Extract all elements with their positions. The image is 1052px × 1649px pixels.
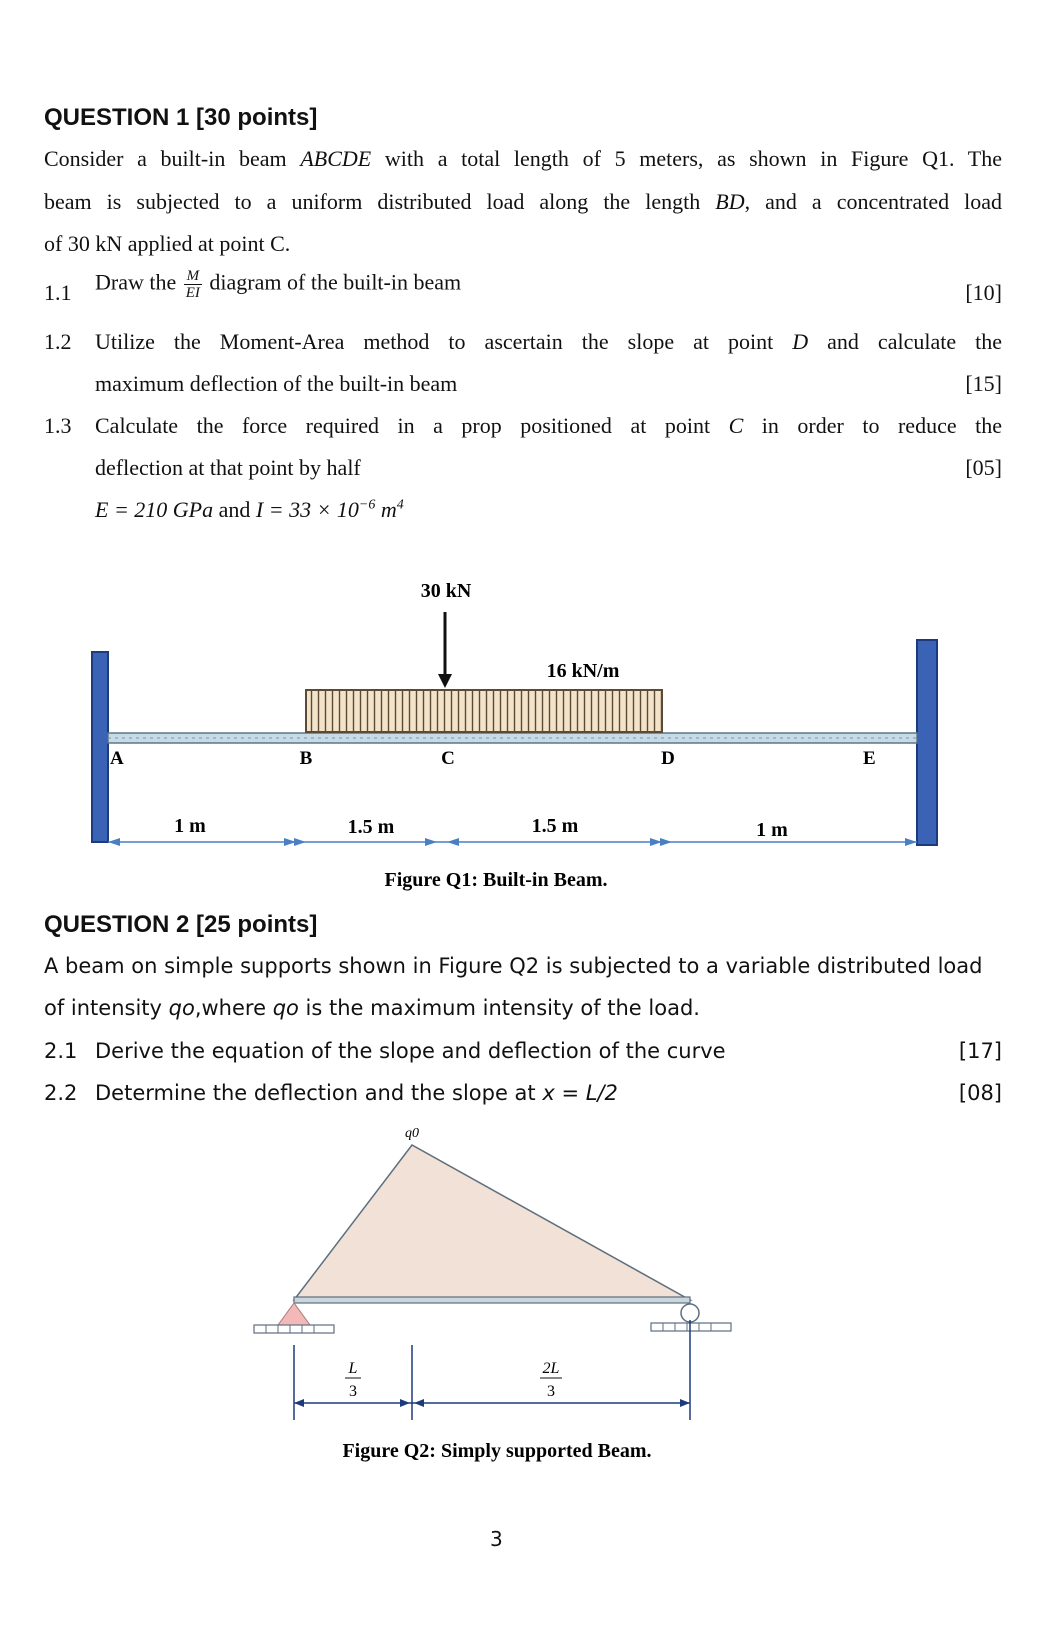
span-bc-label: 1.5 m	[347, 816, 395, 838]
point-b-label: B	[299, 748, 313, 769]
item-1-3-marks: [05]	[965, 455, 1002, 480]
fixed-support-e	[917, 640, 937, 845]
item-2-1-marks: [17]	[958, 1039, 1002, 1063]
item-1-1-text: Draw the $\frac{M}{EI}$ diagram of the built-in beam	[95, 268, 462, 301]
page-number: 3	[490, 1527, 503, 1551]
question-1-heading: QUESTION 1 [30 points]	[44, 104, 318, 131]
item-1-3-number: 1.3	[44, 413, 72, 438]
figure-q1-built-in-beam	[0, 570, 1052, 910]
q2-intro-line-2: of intensity qo,where qo is the maximum intensity of the load.	[44, 996, 700, 1020]
item-2-2-text: Determine the deflection and the slope at x = L/2	[95, 1081, 618, 1105]
q1-intro-line-1: Consider a built-in beam ABCDE with a total length of 5 meters, as shown in Figure Q1. The	[44, 146, 1002, 171]
figure-q2-caption: Figure Q2: Simply supported Beam.	[342, 1440, 652, 1462]
triangular-distributed-load	[294, 1145, 690, 1300]
pin-support	[278, 1303, 310, 1325]
peak-intensity-label: q0	[405, 1126, 419, 1141]
item-1-3-line-2: deflection at that point by half	[95, 455, 361, 480]
item-1-2-marks: [15]	[965, 371, 1002, 396]
span-2-denominator: 3	[547, 1383, 555, 1400]
span-de-label: 1 m	[756, 819, 788, 841]
item-1-3-line-1: Calculate the force required in a prop positioned at point C in order to reduce the	[95, 413, 1002, 438]
material-constants: E = 210 GPa and $I = 33 \times 10^{-6}$ $m^4$	[95, 497, 404, 522]
udl-label: 16 kN/m	[546, 660, 620, 682]
item-2-1-text: Derive the equation of the slope and deflection of the curve	[95, 1039, 726, 1063]
span-ab-label: 1 m	[174, 815, 206, 837]
span-2-numerator: 2L	[542, 1360, 560, 1377]
span-cd-label: 1.5 m	[531, 815, 579, 837]
point-a-label: A	[110, 748, 124, 769]
item-1-2-line-1: Utilize the Moment-Area method to ascertain the slope at point D and calculate the	[95, 329, 1002, 354]
uniform-distributed-load	[306, 690, 662, 732]
question-2-heading: QUESTION 2 [25 points]	[44, 911, 318, 938]
point-c-label: C	[441, 748, 455, 769]
roller-support	[681, 1304, 699, 1322]
item-2-2-number: 2.2	[44, 1081, 78, 1105]
span-1-denominator: 3	[349, 1383, 357, 1400]
point-e-label: E	[863, 748, 876, 769]
item-1-1-marks: [10]	[965, 280, 1002, 305]
q1-intro-line-3: of 30 kN applied at point C.	[44, 231, 291, 256]
item-2-2-marks: [08]	[958, 1081, 1002, 1105]
item-1-1-number: 1.1	[44, 280, 72, 305]
figure-q1-caption: Figure Q1: Built-in Beam.	[384, 869, 608, 891]
q2-intro-line-1: A beam on simple supports shown in Figure Q2 is subjected to a variable distributed load	[44, 954, 983, 978]
span-1-numerator: L	[348, 1360, 358, 1377]
point-load-label: 30 kN	[420, 580, 472, 602]
item-1-2-number: 1.2	[44, 329, 72, 354]
item-1-2-line-2: maximum deflection of the built-in beam	[95, 371, 458, 396]
fixed-support-a	[92, 652, 108, 842]
figure-q2-simply-supported-beam	[0, 1115, 1052, 1475]
m-over-ei-fraction: $\frac{M}{EI}$	[185, 268, 200, 301]
point-d-label: D	[661, 748, 675, 769]
simply-supported-beam	[294, 1297, 690, 1303]
item-2-1-number: 2.1	[44, 1039, 78, 1063]
q1-intro-line-2: beam is subjected to a uniform distributed load along the length BD, and a concentrated load	[44, 189, 1002, 214]
